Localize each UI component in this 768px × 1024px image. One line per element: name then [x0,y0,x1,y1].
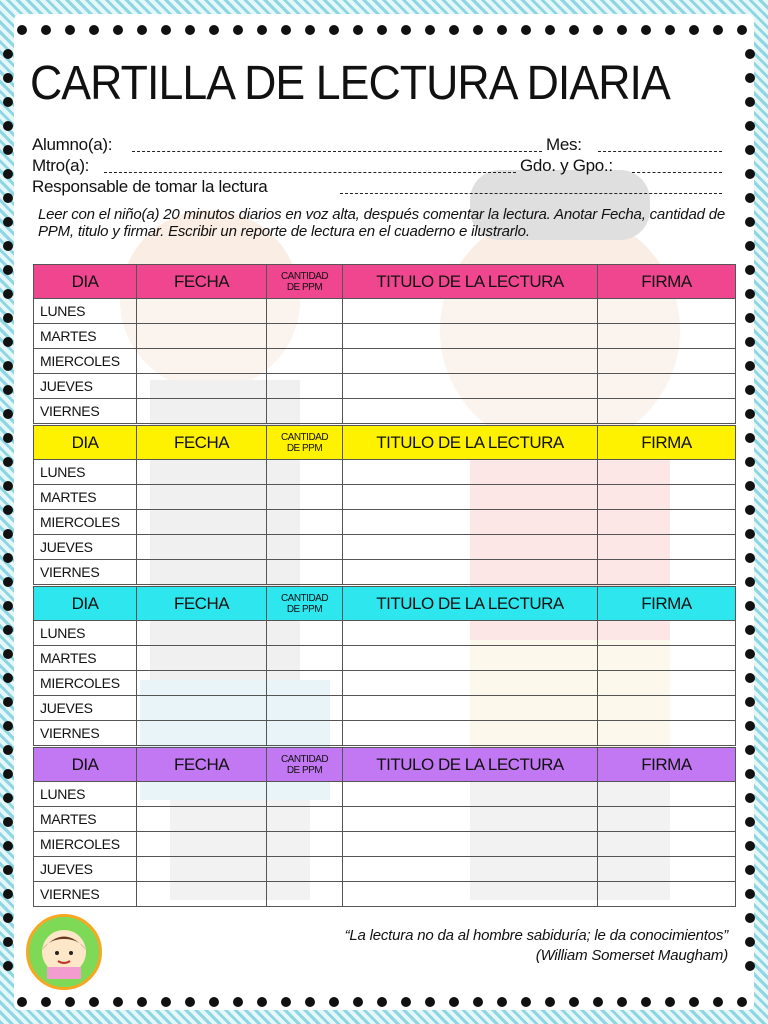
border-dot [3,649,13,659]
titulo-cell[interactable] [343,721,598,746]
firma-cell[interactable] [598,535,736,560]
day-label: JUEVES [34,535,137,560]
titulo-cell[interactable] [343,882,598,907]
table-row [34,807,736,832]
day-label: MIERCOLES [34,671,137,696]
header-firma: FIRMA [598,265,736,299]
grado-field[interactable] [632,172,722,173]
table-row [34,510,736,535]
quote-text: “La lectura no da al hombre sabiduría; le da conocimientos” [344,927,728,944]
day-label: MARTES [34,646,137,671]
ppm-cell[interactable] [267,535,343,560]
firma-cell[interactable] [598,299,736,324]
day-label: VIERNES [34,721,137,746]
border-dot [3,841,13,851]
header-titulo: TITULO DE LA LECTURA [343,426,598,460]
table-row [34,621,736,646]
fecha-cell[interactable] [137,535,267,560]
border-dot [3,265,13,275]
header-firma: FIRMA [598,587,736,621]
titulo-cell[interactable] [343,807,598,832]
border-dot [3,433,13,443]
table-row [34,399,736,424]
border-dot [3,769,13,779]
day-label: VIERNES [34,560,137,585]
ppm-cell[interactable] [267,832,343,857]
week-table [33,264,736,424]
firma-cell[interactable] [598,882,736,907]
border-dot [3,913,13,923]
week-table [33,586,736,746]
fecha-cell[interactable] [137,882,267,907]
day-label: MIERCOLES [34,510,137,535]
fecha-cell[interactable] [137,399,267,424]
firma-cell[interactable] [598,399,736,424]
table-row [34,882,736,907]
firma-cell[interactable] [598,460,736,485]
titulo-cell[interactable] [343,857,598,882]
fecha-cell[interactable] [137,560,267,585]
border-dot [3,409,13,419]
table-row [34,485,736,510]
header-firma: FIRMA [598,748,736,782]
fecha-cell[interactable] [137,807,267,832]
header-firma: FIRMA [598,426,736,460]
border-dot [3,169,13,179]
ppm-cell[interactable] [267,882,343,907]
border-dot [3,73,13,83]
ppm-cell[interactable] [267,399,343,424]
table-row [34,460,736,485]
table-row [34,832,736,857]
border-dot [3,361,13,371]
titulo-cell[interactable] [343,510,598,535]
day-label: JUEVES [34,374,137,399]
week-table [33,747,736,907]
quote-author: (William Somerset Maugham) [535,947,728,964]
ppm-cell[interactable] [267,299,343,324]
titulo-cell[interactable] [343,560,598,585]
firma-cell[interactable] [598,646,736,671]
table-row [34,646,736,671]
border-dot [3,889,13,899]
border-dot [3,625,13,635]
border-dot [3,937,13,947]
ppm-cell[interactable] [267,485,343,510]
border-dot [3,793,13,803]
firma-cell[interactable] [598,324,736,349]
ppm-cell[interactable] [267,721,343,746]
header-dia: DIA [34,265,137,299]
maestro-label: Mtro(a): [32,156,90,175]
border-dot [3,193,13,203]
ppm-cell[interactable] [267,460,343,485]
fecha-cell[interactable] [137,349,267,374]
border-dot [3,745,13,755]
border-dot [3,313,13,323]
border-dot [3,601,13,611]
titulo-cell[interactable] [343,299,598,324]
header-titulo: TITULO DE LA LECTURA [343,748,598,782]
brand-logo [26,914,102,990]
border-dot [3,865,13,875]
ppm-cell[interactable] [267,807,343,832]
table-header-row [34,587,736,621]
titulo-cell[interactable] [343,535,598,560]
header-fecha: FECHA [137,587,267,621]
header-titulo: TITULO DE LA LECTURA [343,587,598,621]
header-cantidad: CANTIDAD DE PPM [267,426,343,460]
titulo-cell[interactable] [343,782,598,807]
header-cantidad: CANTIDAD DE PPM [267,265,343,299]
border-dot [3,217,13,227]
alumno-label: Alumno(a): [32,135,113,154]
day-label: LUNES [34,782,137,807]
ppm-cell[interactable] [267,324,343,349]
header-dia: DIA [34,426,137,460]
firma-cell[interactable] [598,671,736,696]
fecha-cell[interactable] [137,460,267,485]
fecha-cell[interactable] [137,374,267,399]
header-fecha: FECHA [137,426,267,460]
day-label: JUEVES [34,857,137,882]
day-label: MIERCOLES [34,832,137,857]
fecha-cell[interactable] [137,485,267,510]
fecha-cell[interactable] [137,721,267,746]
border-dot [3,697,13,707]
girl-reading-icon [29,917,99,987]
mes-field[interactable] [598,151,722,152]
table-row [34,721,736,746]
titulo-cell[interactable] [343,485,598,510]
border-dot [3,481,13,491]
header-dia: DIA [34,748,137,782]
responsable-field[interactable] [340,193,722,194]
titulo-cell[interactable] [343,349,598,374]
titulo-cell[interactable] [343,621,598,646]
border-dot [3,673,13,683]
table-row [34,349,736,374]
table-header-row [34,748,736,782]
titulo-cell[interactable] [343,646,598,671]
day-label: MARTES [34,485,137,510]
border-dot [3,529,13,539]
border-dot [3,337,13,347]
firma-cell[interactable] [598,721,736,746]
titulo-cell[interactable] [343,696,598,721]
fecha-cell[interactable] [137,621,267,646]
page-title: CARTILLA DE LECTURA DIARIA [30,57,670,110]
header-cantidad: CANTIDAD DE PPM [267,587,343,621]
firma-cell[interactable] [598,782,736,807]
header-cantidad: CANTIDAD DE PPM [267,748,343,782]
fecha-cell[interactable] [137,832,267,857]
border-dot [3,97,13,107]
firma-cell[interactable] [598,349,736,374]
ppm-cell[interactable] [267,646,343,671]
fecha-cell[interactable] [137,646,267,671]
titulo-cell[interactable] [343,399,598,424]
firma-cell[interactable] [598,857,736,882]
table-row [34,299,736,324]
border-dot [3,457,13,467]
titulo-cell[interactable] [343,374,598,399]
fecha-cell[interactable] [137,696,267,721]
week-table [33,425,736,585]
titulo-cell[interactable] [343,832,598,857]
responsable-label: Responsable de tomar la lectura [32,177,268,196]
firma-cell[interactable] [598,510,736,535]
ppm-cell[interactable] [267,510,343,535]
titulo-cell[interactable] [343,671,598,696]
day-label: LUNES [34,460,137,485]
firma-cell[interactable] [598,485,736,510]
table-header-row [34,426,736,460]
table-row [34,696,736,721]
ppm-cell[interactable] [267,374,343,399]
mes-label: Mes: [546,135,582,154]
ppm-cell[interactable] [267,782,343,807]
titulo-cell[interactable] [343,460,598,485]
firma-cell[interactable] [598,807,736,832]
ppm-cell[interactable] [267,621,343,646]
ppm-cell[interactable] [267,349,343,374]
fecha-cell[interactable] [137,857,267,882]
table-header-row [34,265,736,299]
fecha-cell[interactable] [137,510,267,535]
fecha-cell[interactable] [137,299,267,324]
day-label: MIERCOLES [34,349,137,374]
titulo-cell[interactable] [343,324,598,349]
firma-cell[interactable] [598,374,736,399]
day-label: VIERNES [34,882,137,907]
ppm-cell[interactable] [267,671,343,696]
day-label: VIERNES [34,399,137,424]
border-dot [3,961,13,971]
day-label: MARTES [34,324,137,349]
ppm-cell[interactable] [267,696,343,721]
day-label: MARTES [34,807,137,832]
table-row [34,535,736,560]
border-dot [3,385,13,395]
firma-cell[interactable] [598,621,736,646]
fecha-cell[interactable] [137,324,267,349]
border-dot [3,49,13,59]
day-label: LUNES [34,621,137,646]
ppm-cell[interactable] [267,560,343,585]
border-dot [3,721,13,731]
alumno-field[interactable] [132,151,542,152]
border-dot [3,553,13,563]
firma-cell[interactable] [598,832,736,857]
maestro-field[interactable] [104,172,516,173]
table-row [34,857,736,882]
ppm-cell[interactable] [267,857,343,882]
header-titulo: TITULO DE LA LECTURA [343,265,598,299]
firma-cell[interactable] [598,696,736,721]
border-dot [3,505,13,515]
table-row [34,782,736,807]
table-row [34,671,736,696]
day-label: LUNES [34,299,137,324]
border-dot [3,241,13,251]
border-dot [3,577,13,587]
border-dot [3,145,13,155]
header-fecha: FECHA [137,748,267,782]
border-dot [3,817,13,827]
fecha-cell[interactable] [137,782,267,807]
table-row [34,374,736,399]
table-row [34,324,736,349]
grado-label: Gdo. y Gpo.: [520,156,613,175]
day-label: JUEVES [34,696,137,721]
quote [180,926,728,966]
fecha-cell[interactable] [137,671,267,696]
border-dot [3,289,13,299]
header-fecha: FECHA [137,265,267,299]
instructions-text: Leer con el niño(a) 20 minutos diarios en voz alta, después comentar la lectura. Anotar Fecha, cantidad de PPM, titulo y firmar. Escribir un reporte de lectura en el cuaderno e ilustrarlo. [38,206,725,240]
header-dia: DIA [34,587,137,621]
border-dot [3,121,13,131]
table-row [34,560,736,585]
firma-cell[interactable] [598,560,736,585]
